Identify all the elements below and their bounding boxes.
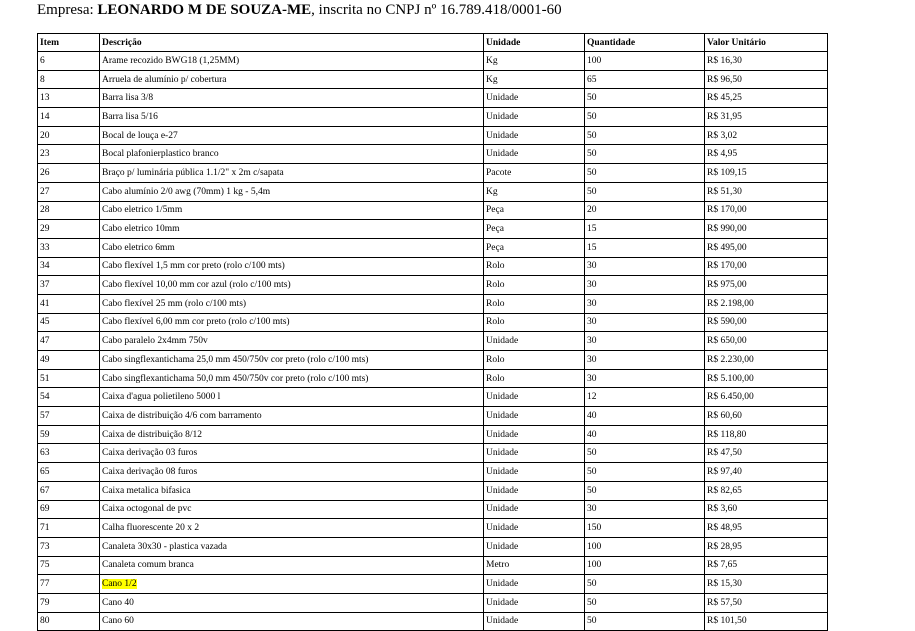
cell-descricao: Cano 60 [100,612,484,631]
cell-item: 13 [38,89,100,108]
cell-item: 71 [38,519,100,538]
cell-quantidade: 50 [585,575,705,594]
cell-unidade: Unidade [484,89,585,108]
cell-descricao: Caixa octogonal de pvc [100,500,484,519]
cell-item: 33 [38,238,100,257]
table-row [38,108,828,127]
cell-quantidade: 15 [585,238,705,257]
cell-descricao: Barra lisa 3/8 [100,89,484,108]
table-row [38,425,828,444]
company-cnpj: , inscrita no CNPJ nº 16.789.418/0001-60 [311,2,562,18]
cell-descricao: Arruela de alumínio p/ cobertura [100,70,484,89]
cell-quantidade: 50 [585,463,705,482]
cell-quantidade: 50 [585,481,705,500]
table-row [38,201,828,220]
cell-valor-unitario: R$ 4,95 [705,145,828,164]
items-table [37,33,828,631]
table-row [38,500,828,519]
cell-item: 49 [38,351,100,370]
table-row [38,257,828,276]
cell-valor-unitario: R$ 82,65 [705,481,828,500]
cell-descricao: Cabo singflexantichama 50,0 mm 450/750v cor preto (rolo c/100 mts) [100,369,484,388]
cell-valor-unitario: R$ 118,80 [705,425,828,444]
table-row [38,145,828,164]
cell-item: 77 [38,575,100,594]
cell-valor-unitario: R$ 2.198,00 [705,294,828,313]
cell-unidade: Peça [484,238,585,257]
cell-quantidade: 20 [585,201,705,220]
cell-unidade: Unidade [484,145,585,164]
cell-quantidade: 50 [585,108,705,127]
cell-unidade: Rolo [484,351,585,370]
cell-unidade: Pacote [484,164,585,183]
cell-item: 45 [38,313,100,332]
cell-valor-unitario: R$ 51,30 [705,182,828,201]
cell-item: 75 [38,556,100,575]
cell-valor-unitario: R$ 31,95 [705,108,828,127]
cell-quantidade: 40 [585,407,705,426]
cell-quantidade: 150 [585,519,705,538]
cell-quantidade: 50 [585,89,705,108]
column-header-quantidade: Quantidade [585,34,705,52]
cell-item: 63 [38,444,100,463]
cell-item: 51 [38,369,100,388]
cell-item: 34 [38,257,100,276]
cell-valor-unitario: R$ 60,60 [705,407,828,426]
cell-valor-unitario: R$ 170,00 [705,257,828,276]
cell-valor-unitario: R$ 2.230,00 [705,351,828,370]
table-row [38,238,828,257]
cell-unidade: Unidade [484,108,585,127]
table-row [38,332,828,351]
cell-item: 37 [38,276,100,295]
cell-quantidade: 12 [585,388,705,407]
table-row [38,519,828,538]
table-row [38,351,828,370]
cell-valor-unitario: R$ 990,00 [705,220,828,239]
cell-valor-unitario: R$ 57,50 [705,593,828,612]
table-row [38,220,828,239]
cell-unidade: Unidade [484,593,585,612]
cell-valor-unitario: R$ 650,00 [705,332,828,351]
cell-valor-unitario: R$ 975,00 [705,276,828,295]
cell-descricao: Cabo eletrico 6mm [100,238,484,257]
table-body [38,52,828,631]
table-row [38,612,828,631]
cell-unidade: Peça [484,201,585,220]
cell-unidade: Unidade [484,575,585,594]
cell-descricao: Cabo alumínio 2/0 awg (70mm) 1 kg - 5,4m [100,182,484,201]
cell-unidade: Unidade [484,612,585,631]
cell-item: 80 [38,612,100,631]
cell-item: 8 [38,70,100,89]
cell-quantidade: 30 [585,351,705,370]
cell-valor-unitario: R$ 101,50 [705,612,828,631]
cell-quantidade: 50 [585,145,705,164]
cell-descricao: Canaleta comum branca [100,556,484,575]
cell-unidade: Unidade [484,332,585,351]
column-header-item: Item [38,34,100,52]
cell-item: 69 [38,500,100,519]
table-row [38,164,828,183]
cell-item: 59 [38,425,100,444]
table-row [38,593,828,612]
company-header [37,2,562,19]
cell-valor-unitario: R$ 96,50 [705,70,828,89]
cell-quantidade: 30 [585,276,705,295]
cell-quantidade: 50 [585,444,705,463]
cell-quantidade: 100 [585,52,705,71]
cell-valor-unitario: R$ 170,00 [705,201,828,220]
cell-unidade: Kg [484,70,585,89]
cell-item: 23 [38,145,100,164]
cell-descricao: Cabo eletrico 10mm [100,220,484,239]
table-row [38,463,828,482]
cell-descricao: Cano 40 [100,593,484,612]
cell-item: 6 [38,52,100,71]
cell-descricao: Caixa de distribuição 4/6 com barramento [100,407,484,426]
table-row [38,182,828,201]
cell-quantidade: 50 [585,126,705,145]
table-row [38,575,828,594]
cell-quantidade: 50 [585,182,705,201]
table-row [38,70,828,89]
cell-quantidade: 65 [585,70,705,89]
cell-item: 47 [38,332,100,351]
cell-valor-unitario: R$ 48,95 [705,519,828,538]
cell-descricao: Cabo singflexantichama 25,0 mm 450/750v cor preto (rolo c/100 mts) [100,351,484,370]
cell-descricao: Arame recozido BWG18 (1,25MM) [100,52,484,71]
cell-descricao: Calha fluorescente 20 x 2 [100,519,484,538]
table-row [38,388,828,407]
cell-valor-unitario: R$ 16,30 [705,52,828,71]
table-row [38,126,828,145]
cell-quantidade: 50 [585,593,705,612]
column-header-descricao: Descrição [100,34,484,52]
cell-item: 41 [38,294,100,313]
cell-descricao: Cabo flexível 6,00 mm cor preto (rolo c/100 mts) [100,313,484,332]
table-row [38,481,828,500]
cell-item: 67 [38,481,100,500]
cell-descricao: Canaleta 30x30 - plastica vazada [100,537,484,556]
cell-unidade: Rolo [484,369,585,388]
company-name: LEONARDO M DE SOUZA-ME [97,2,312,18]
cell-item: 54 [38,388,100,407]
cell-descricao: Caixa d'agua polietileno 5000 l [100,388,484,407]
cell-unidade: Rolo [484,294,585,313]
cell-quantidade: 30 [585,257,705,276]
cell-unidade: Unidade [484,407,585,426]
cell-quantidade: 30 [585,332,705,351]
cell-valor-unitario: R$ 3,02 [705,126,828,145]
header-row [38,34,828,52]
cell-valor-unitario: R$ 15,30 [705,575,828,594]
cell-quantidade: 100 [585,556,705,575]
cell-descricao: Cabo paralelo 2x4mm 750v [100,332,484,351]
table-row [38,276,828,295]
cell-unidade: Unidade [484,481,585,500]
cell-unidade: Unidade [484,444,585,463]
cell-unidade: Unidade [484,519,585,538]
table-row [38,407,828,426]
cell-item: 29 [38,220,100,239]
cell-descricao: Cabo eletrico 1/5mm [100,201,484,220]
cell-unidade: Rolo [484,257,585,276]
cell-quantidade: 50 [585,164,705,183]
table-row [38,52,828,71]
table-row [38,294,828,313]
cell-item: 14 [38,108,100,127]
cell-unidade: Rolo [484,276,585,295]
table-row [38,444,828,463]
cell-descricao: Bocal plafonierplastico branco [100,145,484,164]
company-label: Empresa: [37,2,94,18]
cell-quantidade: 40 [585,425,705,444]
cell-quantidade: 30 [585,294,705,313]
cell-unidade: Unidade [484,126,585,145]
cell-descricao: Cabo flexível 10,00 mm cor azul (rolo c/100 mts) [100,276,484,295]
cell-valor-unitario: R$ 47,50 [705,444,828,463]
cell-descricao: Cabo flexível 25 mm (rolo c/100 mts) [100,294,484,313]
cell-item: 28 [38,201,100,220]
highlighted-text: Cano 1/2 [102,579,137,590]
cell-valor-unitario: R$ 97,40 [705,463,828,482]
cell-valor-unitario: R$ 495,00 [705,238,828,257]
table-row [38,89,828,108]
cell-item: 20 [38,126,100,145]
cell-descricao [100,575,484,594]
cell-valor-unitario: R$ 109,15 [705,164,828,183]
cell-quantidade: 100 [585,537,705,556]
cell-quantidade: 30 [585,500,705,519]
table-row [38,556,828,575]
cell-unidade: Kg [484,52,585,71]
cell-descricao: Caixa metalica bifasica [100,481,484,500]
cell-descricao: Braço p/ luminária pública 1.1/2" x 2m c/sapata [100,164,484,183]
cell-unidade: Kg [484,182,585,201]
cell-valor-unitario: R$ 45,25 [705,89,828,108]
cell-descricao: Bocal de louça e-27 [100,126,484,145]
table-header [38,34,828,52]
cell-item: 65 [38,463,100,482]
cell-valor-unitario: R$ 28,95 [705,537,828,556]
cell-item: 79 [38,593,100,612]
cell-descricao: Barra lisa 5/16 [100,108,484,127]
cell-item: 26 [38,164,100,183]
cell-unidade: Rolo [484,313,585,332]
cell-unidade: Peça [484,220,585,239]
cell-quantidade: 50 [585,612,705,631]
cell-valor-unitario: R$ 6.450,00 [705,388,828,407]
cell-unidade: Unidade [484,500,585,519]
table-row [38,313,828,332]
table-row [38,369,828,388]
table-row [38,537,828,556]
cell-unidade: Unidade [484,388,585,407]
cell-quantidade: 30 [585,369,705,388]
cell-unidade: Unidade [484,425,585,444]
cell-quantidade: 30 [585,313,705,332]
cell-valor-unitario: R$ 7,65 [705,556,828,575]
cell-descricao: Caixa derivação 08 furos [100,463,484,482]
cell-item: 57 [38,407,100,426]
cell-item: 27 [38,182,100,201]
cell-unidade: Metro [484,556,585,575]
cell-descricao: Caixa derivação 03 furos [100,444,484,463]
cell-descricao: Cabo flexível 1,5 mm cor preto (rolo c/100 mts) [100,257,484,276]
cell-unidade: Unidade [484,463,585,482]
column-header-valor-unitario: Valor Unitário [705,34,828,52]
cell-valor-unitario: R$ 5.100,00 [705,369,828,388]
cell-unidade: Unidade [484,537,585,556]
cell-quantidade: 15 [585,220,705,239]
cell-valor-unitario: R$ 590,00 [705,313,828,332]
column-header-unidade: Unidade [484,34,585,52]
cell-item: 73 [38,537,100,556]
cell-descricao: Caixa de distribuição 8/12 [100,425,484,444]
cell-valor-unitario: R$ 3,60 [705,500,828,519]
